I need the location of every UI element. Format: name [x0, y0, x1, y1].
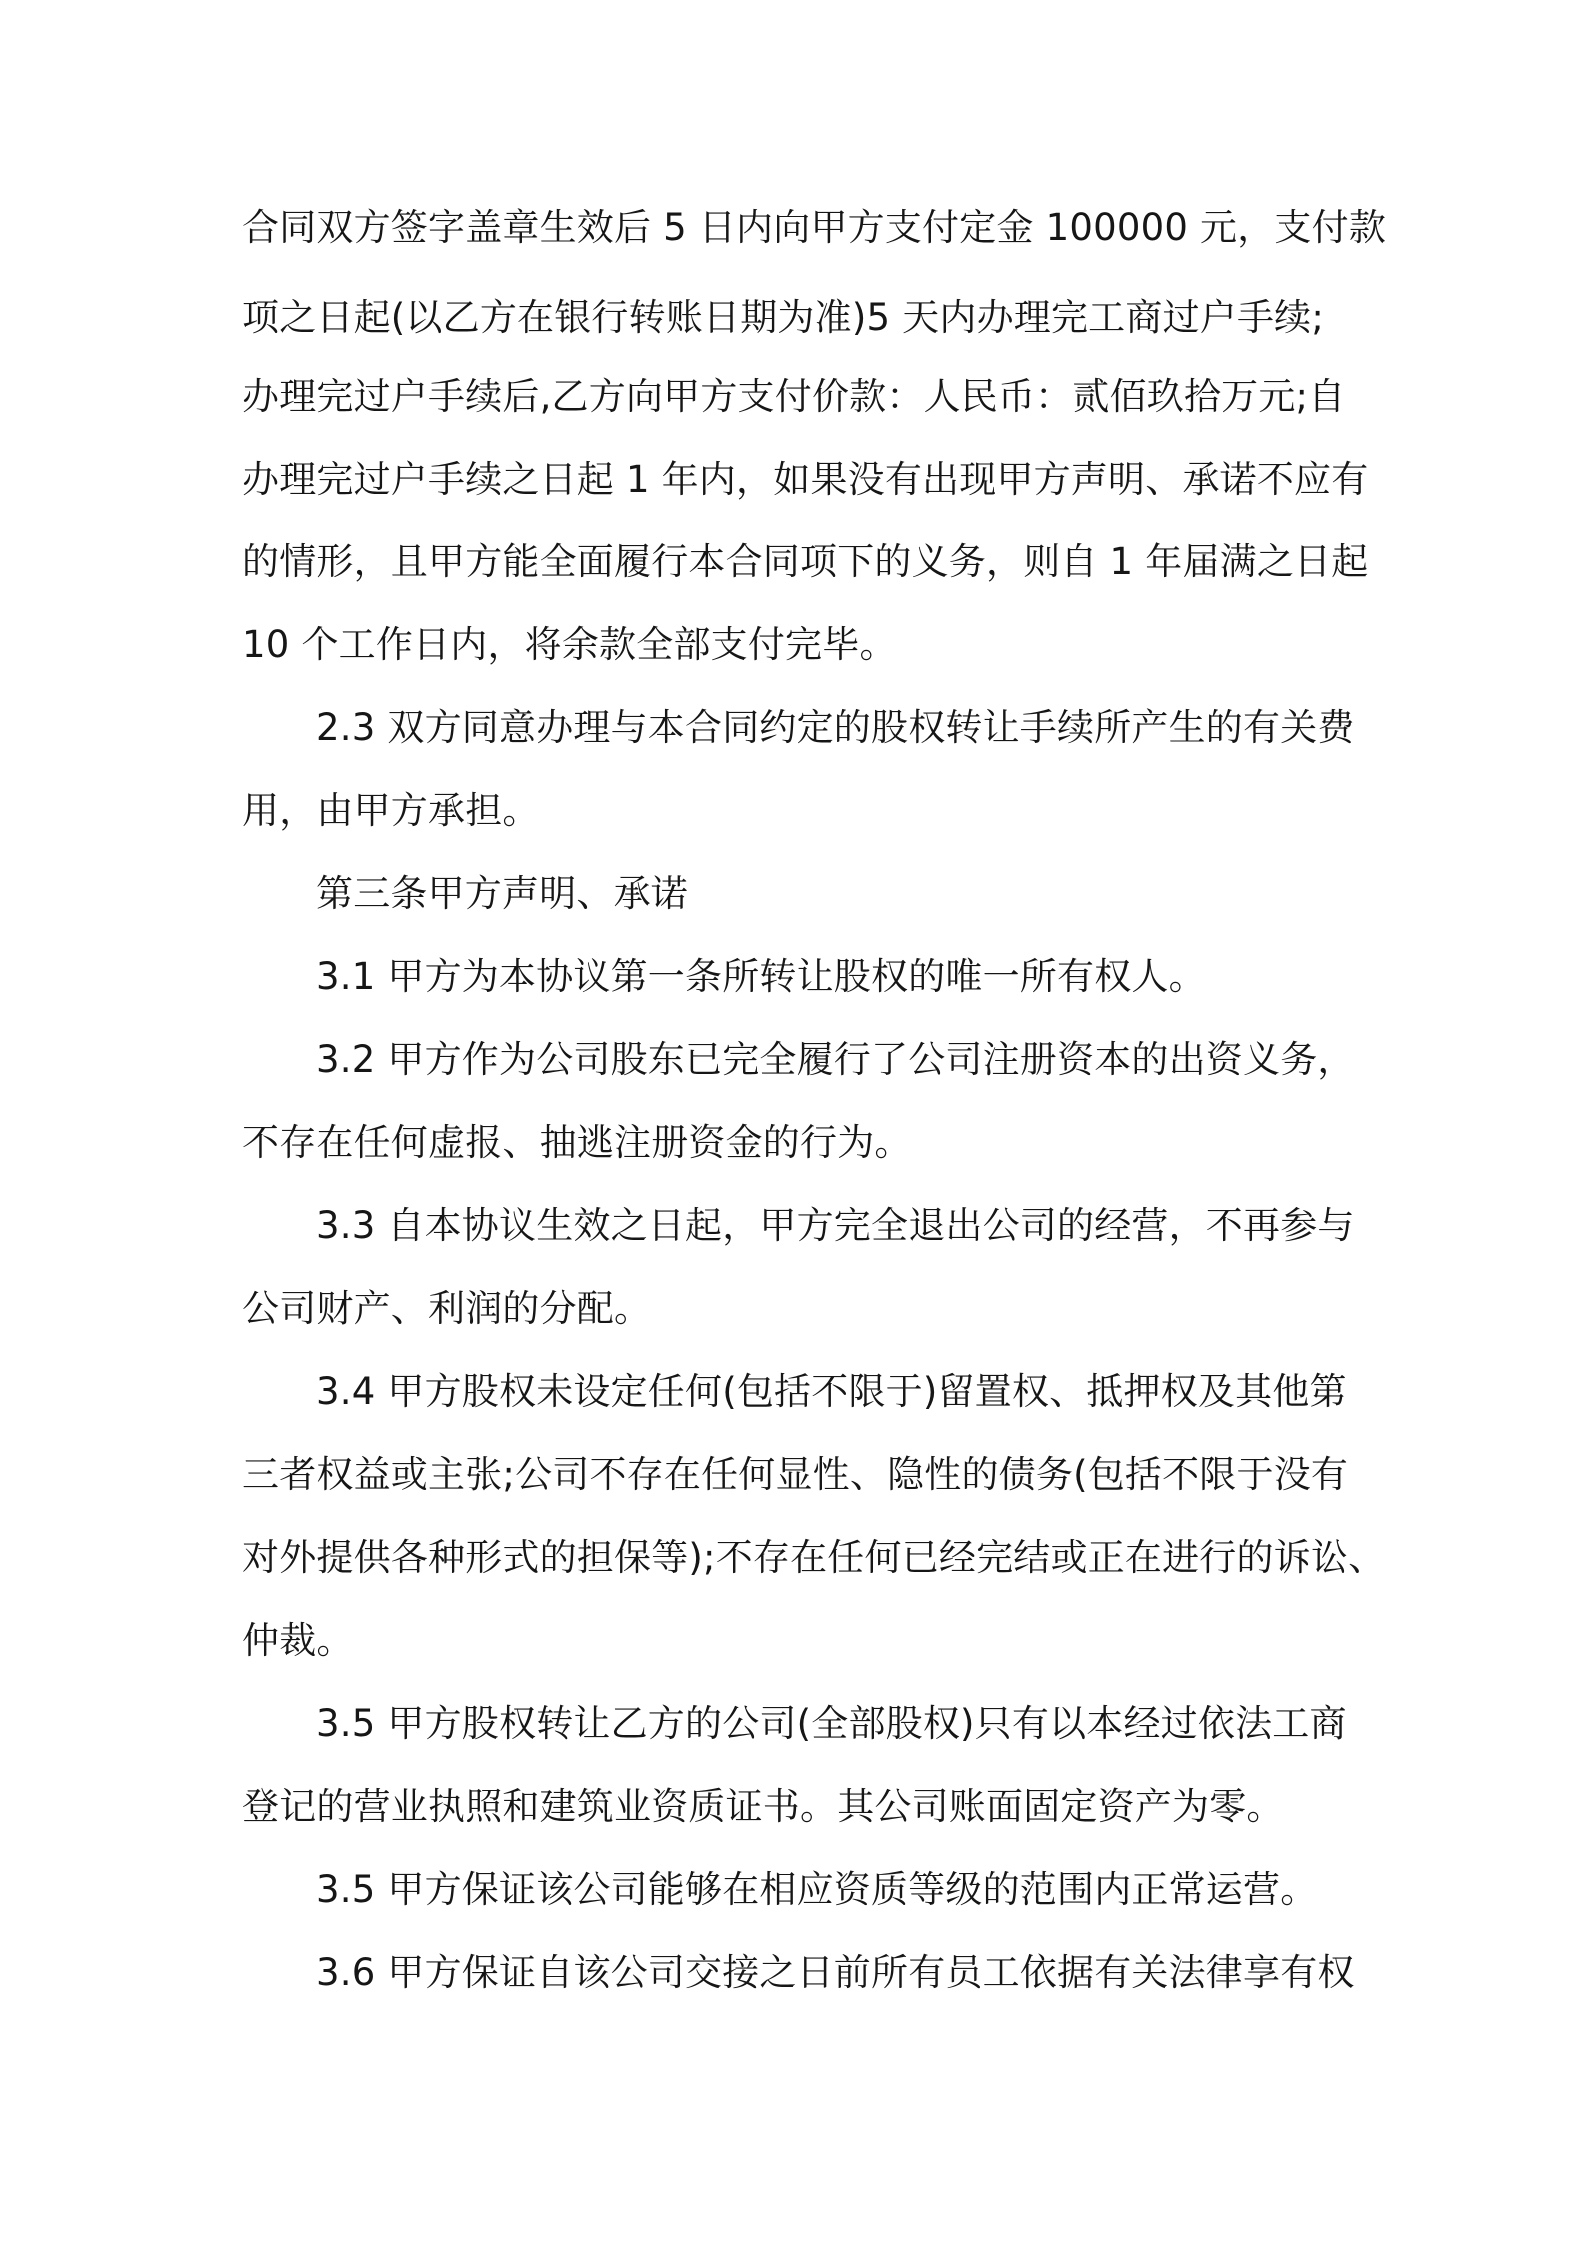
- section-heading: 第三条甲方声明、承诺: [316, 872, 688, 915]
- text-line: 项之日起(以乙方在银行转账日期为准)5 天内办理完工商过户手续;: [242, 296, 1325, 339]
- text-line: 办理完过户手续之日起 1 年内，如果没有出现甲方声明、承诺不应有: [242, 458, 1369, 501]
- text-line: 办理完过户手续后,乙方向甲方支付价款：人民币：贰佰玖拾万元;自: [242, 375, 1346, 418]
- text-line: 不存在任何虚报、抽逃注册资金的行为。: [242, 1121, 912, 1164]
- text-line: 3.6 甲方保证自该公司交接之日前所有员工依据有关法律享有权: [316, 1951, 1355, 1994]
- text-line: 3.1 甲方为本协议第一条所转让股权的唯一所有权人。: [316, 955, 1206, 998]
- text-line: 登记的营业执照和建筑业资质证书。其公司账面固定资产为零。: [242, 1785, 1284, 1828]
- text-line: 10 个工作日内，将余款全部支付完毕。: [242, 623, 897, 666]
- text-line: 3.4 甲方股权未设定任何(包括不限于)留置权、抵押权及其他第: [316, 1370, 1347, 1413]
- text-line: 对外提供各种形式的担保等);不存在任何已经完结或正在进行的诉讼、: [242, 1536, 1386, 1579]
- text-line: 2.3 双方同意办理与本合同约定的股权转让手续所产生的有关费: [316, 706, 1355, 749]
- text-line: 仲裁。: [242, 1619, 354, 1662]
- text-line: 用，由甲方承担。: [242, 789, 540, 832]
- text-line: 的情形，且甲方能全面履行本合同项下的义务，则自 1 年届满之日起: [242, 540, 1369, 583]
- text-line: 3.2 甲方作为公司股东已完全履行了公司注册资本的出资义务，: [316, 1038, 1355, 1081]
- text-line: 3.3 自本协议生效之日起，甲方完全退出公司的经营，不再参与: [316, 1204, 1355, 1247]
- text-line: 公司财产、利润的分配。: [242, 1287, 652, 1330]
- text-line: 三者权益或主张;公司不存在任何显性、隐性的债务(包括不限于没有: [242, 1453, 1349, 1496]
- text-line: 合同双方签字盖章生效后 5 日内向甲方支付定金 100000 元，支付款: [242, 206, 1387, 249]
- text-line: 3.5 甲方股权转让乙方的公司(全部股权)只有以本经过依法工商: [316, 1702, 1347, 1745]
- text-line: 3.5 甲方保证该公司能够在相应资质等级的范围内正常运营。: [316, 1868, 1318, 1911]
